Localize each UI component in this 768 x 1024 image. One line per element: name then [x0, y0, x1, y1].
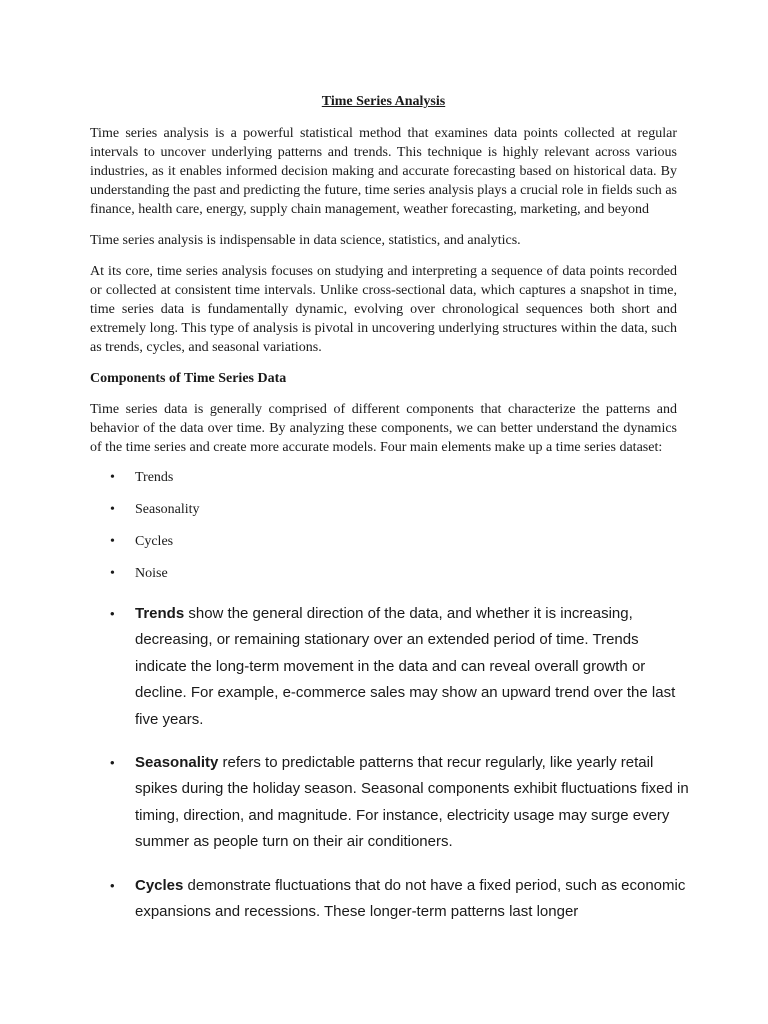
detail-text: demonstrate fluctuations that do not have a fixed period, such as economic expansions and recessions. These longer-term patterns last longer — [135, 876, 686, 921]
detail-item-trends — [90, 601, 690, 733]
page-title: Time Series Analysis — [321, 94, 446, 109]
component-detail-list — [90, 601, 690, 942]
detail-item-seasonality — [90, 750, 690, 856]
detail-term: Cycles — [135, 876, 184, 894]
detail-term: Seasonality — [135, 754, 219, 772]
importance-paragraph: Time series analysis is indispensable in data science, statistics, and analytics. — [90, 233, 521, 248]
bullet-icon: • — [110, 877, 115, 893]
bullet-icon: • — [110, 566, 115, 581]
list-item — [90, 468, 677, 500]
component-list — [90, 468, 677, 596]
list-item-label: Noise — [135, 566, 168, 581]
detail-item-cycles — [90, 873, 690, 926]
list-item-label: Cycles — [135, 534, 174, 549]
list-item — [90, 532, 677, 564]
bullet-icon: • — [110, 606, 115, 621]
intro-paragraph: Time series analysis is a powerful statistical method that examines data points collected at regular intervals to uncover underlying patterns and trends. This technique is highly relevant across various industries, as it enables informed decision making and accurate forecasting based on historical data. By understanding the past and predicting the future, time series analysis plays a crucial role in fields such as finance, health care, energy, supply chain management, weather forecasting, marketing, and beyond — [90, 126, 677, 217]
list-item-label: Seasonality — [135, 502, 200, 517]
bullet-icon: • — [110, 502, 115, 517]
list-item — [90, 500, 677, 532]
components-intro-paragraph: Time series data is generally comprised of different components that characterize the patterns and behavior of the data over time. By analyzing these components, we can better understand the dynamics of the time series and create more accurate models. Four main elements make up a time series dataset: — [90, 402, 677, 455]
core-paragraph: At its core, time series analysis focuses on studying and interpreting a sequence of data points recorded or collected at consistent time intervals. Unlike cross-sectional data, which captures a snapshot in time, time series data is fundamentally dynamic, evolving over chronological sequences both short and extremely long. This type of analysis is pivotal in uncovering underlying structures within the data, such as trends, cycles, and seasonal variations. — [90, 264, 677, 355]
bullet-icon: • — [110, 755, 115, 771]
detail-text: show the general direction of the data, and whether it is increasing, decreasing, or remaining stationary over an extended period of time. Trends indicate the long-term movement in the data and can reveal overall growth or decline. For example, e-commerce sales may show an upward trend over the last five years. — [135, 605, 676, 728]
components-heading: Components of Time Series Data — [90, 371, 287, 386]
detail-term: Trends — [135, 605, 185, 622]
bullet-icon: • — [110, 470, 115, 485]
list-item — [90, 564, 677, 596]
list-item-label: Trends — [135, 470, 174, 485]
detail-text: refers to predictable patterns that recur regularly, like yearly retail spikes during the holiday season. Seasonal components exhibit fluctuations fixed in timing, direction, and magnitude. For instance, electricity usage may surge every summer as people turn on their air conditioners. — [135, 754, 689, 851]
bullet-icon: • — [110, 534, 115, 549]
